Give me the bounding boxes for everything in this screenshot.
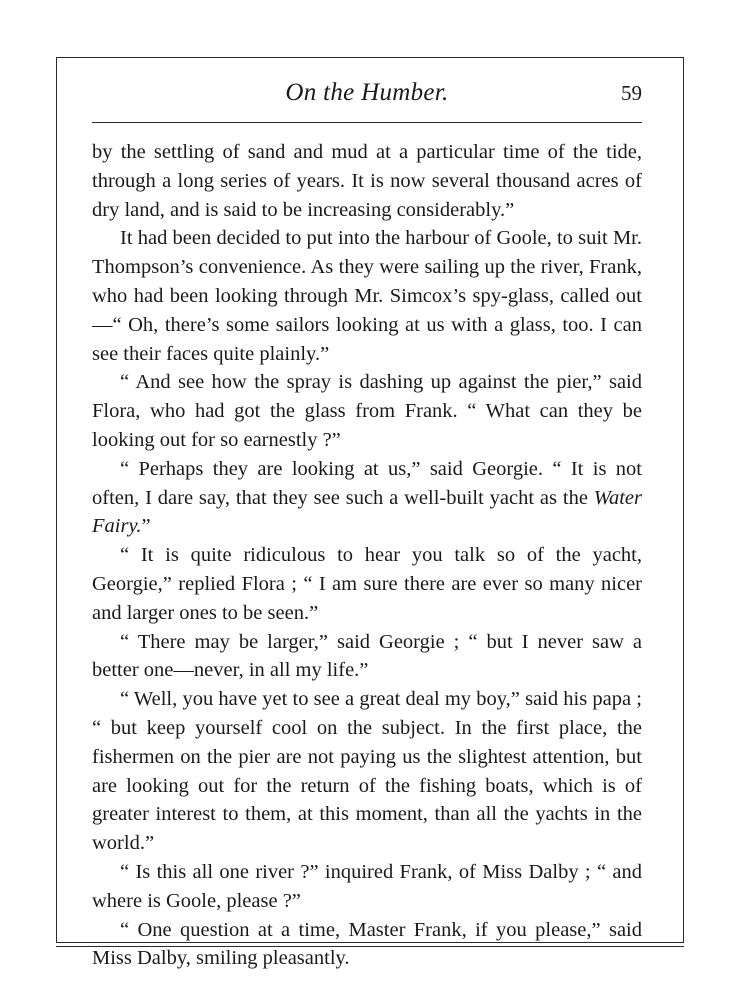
text-segment: “ There may be larger,” said Georgie ; “ but I never saw a better one—never, in all my life.” xyxy=(92,630,642,682)
paragraph xyxy=(92,368,642,454)
italic-text: Water Fairy. xyxy=(92,486,642,538)
text-segment: “ One question at a time, Master Frank, if you please,” said Miss Dalby, smiling pleasantly. xyxy=(92,918,642,970)
page-header xyxy=(92,79,642,111)
text-segment: “ It is quite ridiculous to hear you talk so of the yacht, Georgie,” replied Flora ; “ I am sure there are ever so many nicer and larger ones to be seen.” xyxy=(92,544,642,624)
paragraph xyxy=(92,628,642,686)
paragraph xyxy=(92,138,642,224)
running-title: On the Humber. xyxy=(285,79,449,106)
text-segment: “ Well, you have yet to see a great deal my boy,” said his papa ; “ but keep yourself cool on the subject. In the first place, the fishermen on the pier are not paying us the slightest attention, but are looking out for the return of the fishing boats, which is of greater interest to them, at this moment, than all the yachts in the world.” xyxy=(92,688,642,855)
body-text xyxy=(92,138,642,973)
text-segment: It had been decided to put into the harbour of Goole, to suit Mr. Thompson’s convenience. As they were sailing up the river, Frank, who had been looking through Mr. Simcox’s spy-glass, called out—“ Oh, there’s some sailors looking at us with a glass, too. I can see their faces quite plainly.” xyxy=(92,227,642,365)
paragraph xyxy=(92,916,642,974)
paragraph xyxy=(92,541,642,627)
text-segment: “ Is this all one river ?” inquired Frank, of Miss Dalby ; “ and where is Goole, please ?” xyxy=(92,860,642,912)
paragraph xyxy=(92,685,642,858)
paragraph xyxy=(92,858,642,916)
text-segment: ” xyxy=(141,515,151,538)
paragraph xyxy=(92,455,642,541)
text-segment: “ Perhaps they are looking at us,” said Georgie. “ It is not often, I dare say, that they see such a well-built yacht as the xyxy=(92,457,642,509)
paragraph xyxy=(92,224,642,368)
text-segment: “ And see how the spray is dashing up against the pier,” said Flora, who had got the glass from Frank. “ What can they be looking out for so earnestly ?” xyxy=(92,371,642,451)
page-number: 59 xyxy=(621,81,642,105)
text-segment: by the settling of sand and mud at a particular time of the tide, through a long series of years. It is now several thousand acres of dry land, and is said to be increasing considerably.” xyxy=(92,141,642,221)
header-rule xyxy=(92,122,642,123)
